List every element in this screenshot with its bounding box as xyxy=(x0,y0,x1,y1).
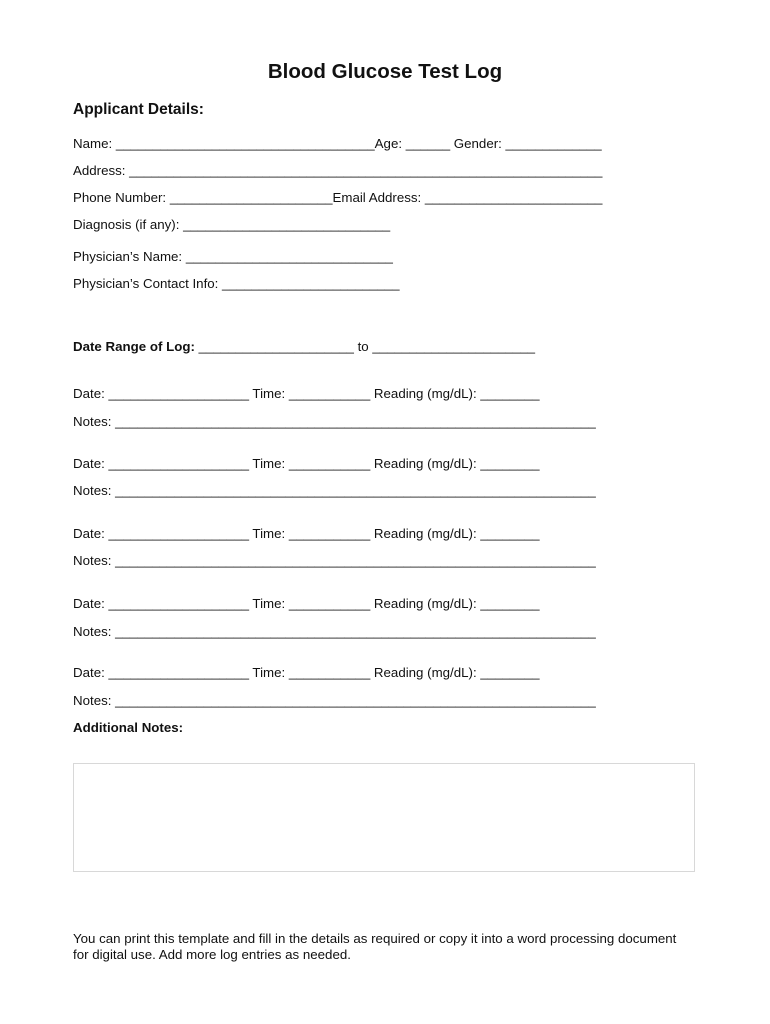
date-range-label: Date Range of Log: xyxy=(73,339,195,354)
date-range-blanks: _____________________ to ______________________ xyxy=(194,339,536,354)
name-age-gender-line: Name: ___________________________________Age: ______ Gender: _____________ xyxy=(73,136,602,151)
log-entry xyxy=(0,526,770,586)
footer-instructions: You can print this template and fill in the details as required or copy it into a word processing document for digital use. Add more log entries as needed. xyxy=(73,931,677,962)
date-range-line xyxy=(73,339,535,355)
physician-name-line: Physician’s Name: ____________________________ xyxy=(73,249,393,264)
log-entry xyxy=(0,665,770,725)
log-entry xyxy=(0,456,770,516)
entry-notes: Notes: _________________________________________________________________ xyxy=(73,414,596,429)
page-title: Blood Glucose Test Log xyxy=(267,60,503,83)
log-entry xyxy=(0,386,770,446)
address-line: Address: ________________________________________________________________ xyxy=(73,163,603,178)
additional-notes-box[interactable] xyxy=(73,763,695,872)
entry-notes: Notes: _________________________________________________________________ xyxy=(73,483,596,498)
entry-date-time-reading: Date: ___________________ Time: ___________ Reading (mg/dL): ________ xyxy=(73,665,540,680)
entry-date-time-reading: Date: ___________________ Time: ___________ Reading (mg/dL): ________ xyxy=(73,456,540,471)
phone-email-line: Phone Number: ______________________Email Address: ________________________ xyxy=(73,190,603,205)
entry-notes: Notes: _________________________________________________________________ xyxy=(73,693,596,708)
entry-notes: Notes: _________________________________________________________________ xyxy=(73,553,596,568)
entry-date-time-reading: Date: ___________________ Time: ___________ Reading (mg/dL): ________ xyxy=(73,596,540,611)
entry-date-time-reading: Date: ___________________ Time: ___________ Reading (mg/dL): ________ xyxy=(73,386,540,401)
physician-contact-line: Physician’s Contact Info: ________________________ xyxy=(73,276,400,291)
entry-date-time-reading: Date: ___________________ Time: ___________ Reading (mg/dL): ________ xyxy=(73,526,540,541)
entry-notes: Notes: _________________________________________________________________ xyxy=(73,624,596,639)
applicant-details-heading: Applicant Details: xyxy=(73,101,204,118)
log-entry xyxy=(0,596,770,656)
diagnosis-line: Diagnosis (if any): ____________________________ xyxy=(73,217,391,232)
additional-notes-heading: Additional Notes: xyxy=(73,720,184,735)
